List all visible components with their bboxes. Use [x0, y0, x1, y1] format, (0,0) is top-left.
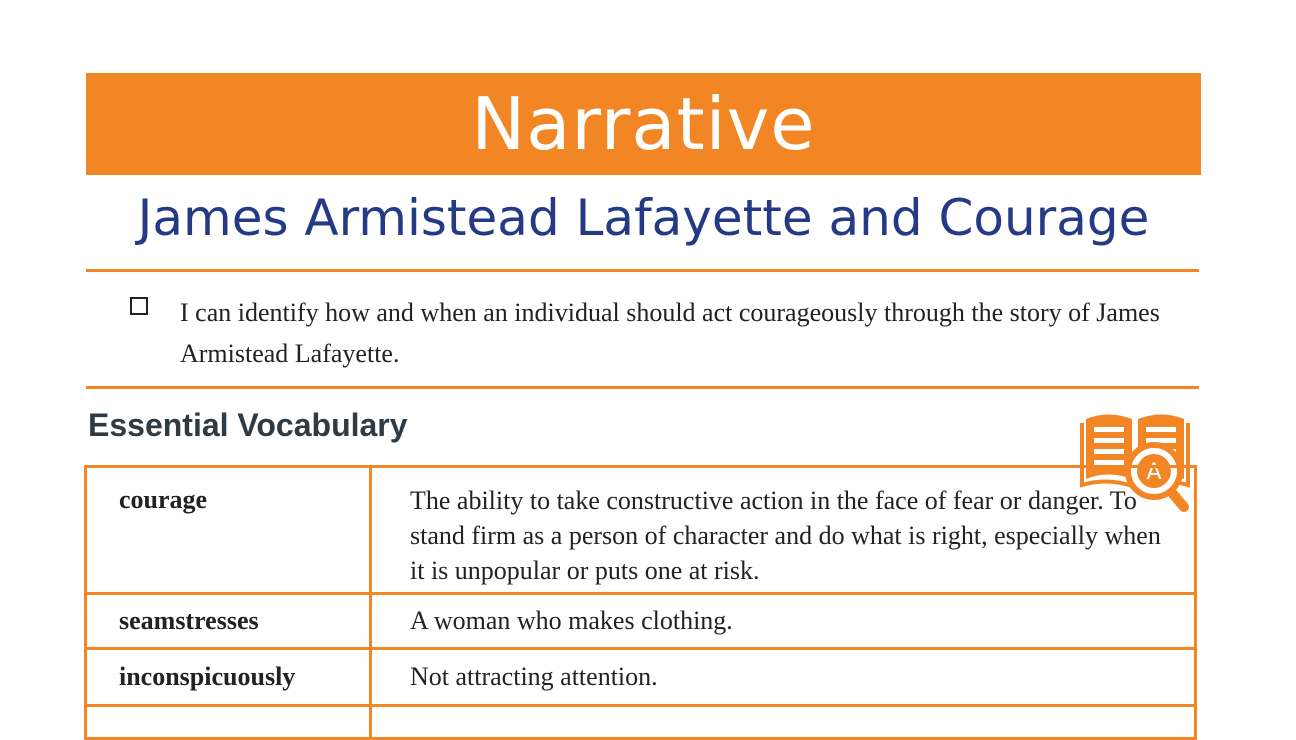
- svg-text:A: A: [1146, 460, 1162, 485]
- divider: [86, 269, 1199, 272]
- vocab-term: inconspicuously: [119, 662, 296, 691]
- table-row: [86, 594, 1196, 649]
- vocabulary-table: [84, 465, 1197, 740]
- vocab-term: seamstresses: [119, 606, 259, 635]
- vocab-definition: A woman who makes clothing.: [410, 606, 733, 635]
- divider: [86, 386, 1199, 389]
- table-row: [86, 706, 1196, 739]
- table-row: [86, 467, 1196, 594]
- vocab-term: courage: [119, 485, 208, 514]
- vocab-definition: Not attracting attention.: [410, 662, 658, 691]
- lesson-title: James Armistead Lafayette and Courage: [137, 189, 1150, 247]
- vocab-definition: The ability to take constructive action in the face of fear or danger. To stand firm as a person of character and do what is right, especially when it is unpopular or puts one at risk.: [410, 486, 1161, 585]
- objective-text: I can identify how and when an individual should act courageously through the story of James Armistead Lafayette.: [180, 298, 1160, 368]
- table-row: [86, 649, 1196, 706]
- objective-checkbox[interactable]: [130, 297, 148, 315]
- section-heading: Essential Vocabulary: [88, 407, 408, 443]
- banner-title: Narrative: [86, 73, 1201, 175]
